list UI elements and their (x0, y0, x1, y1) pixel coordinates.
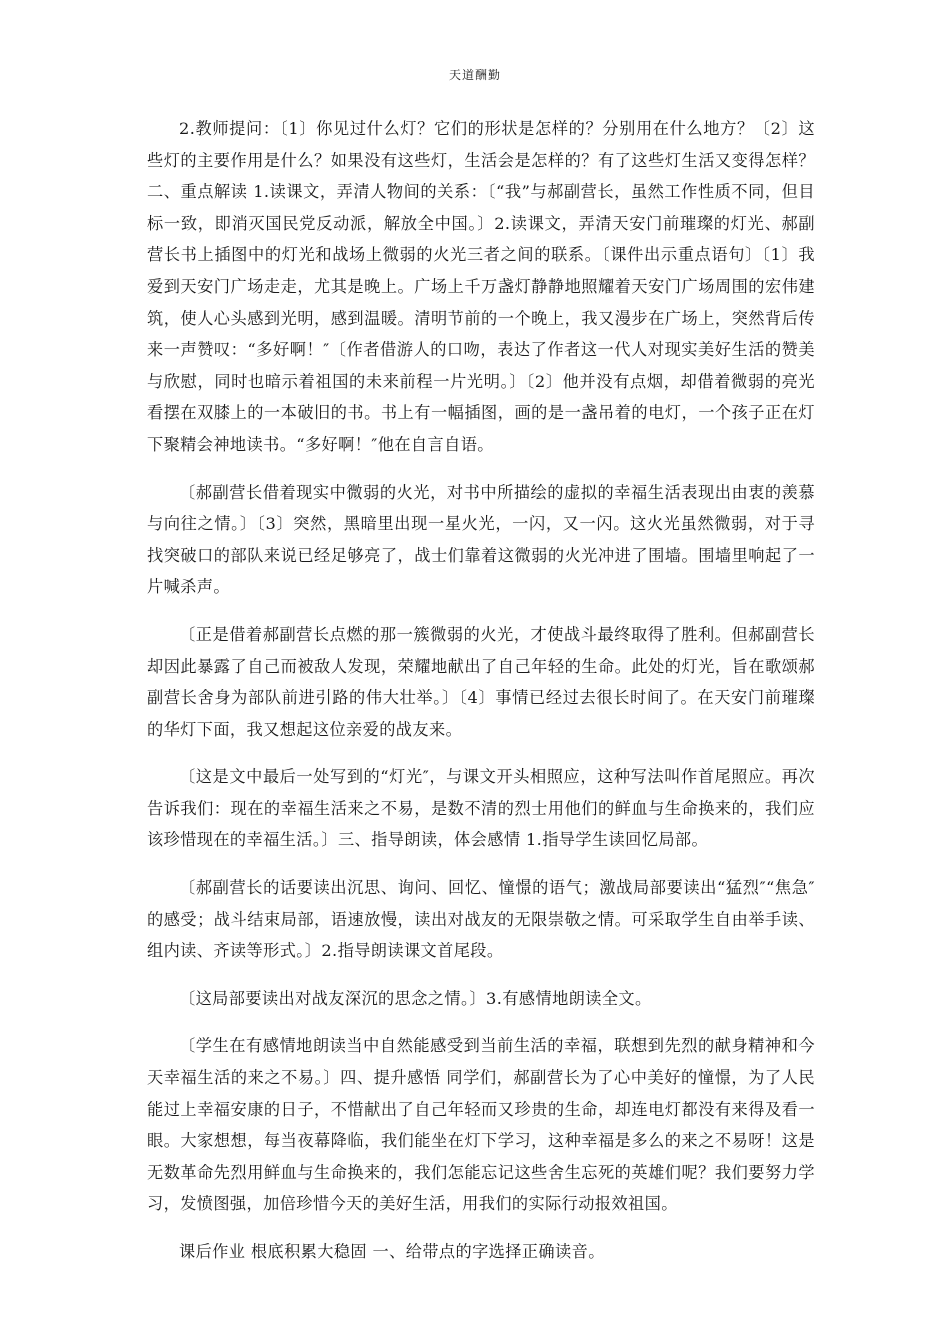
paragraph-echo-ending: 〔这是文中最后一处写到的“灯光″，与课文开头相照应，这种写法叫作首尾照应。再次告诉我们：现在的幸福生活来之不易，是数不清的烈士用他们的鲜血与生命换来的，我们应该珍惜现在的幸福生活。〕三、指导朗读，体会感情 1.指导学生读回忆局部。 (147, 767, 815, 850)
paragraph-homework: 课后作业 根底积累大稳固 一、给带点的字选择正确读音。 (179, 1242, 605, 1261)
paragraph-reading-guidance: 〔郝副营长的话要读出沉思、询问、回忆、憧憬的语气；激战局部要读出“猛烈″“焦急″的感受；战斗结束局部，语速放慢，读出对战友的无限崇敬之情。可采取学生自由举手读、组内读、齐读等形式。〕2.指导朗读课文首尾段。 (147, 878, 815, 961)
document-body (147, 113, 815, 1268)
paragraph-firelight-envy: 〔郝副营长借着现实中微弱的火光，对书中所描绘的虚拟的幸福生活表现出由衷的羡慕与向往之情。〕〔3〕突然，黑暗里出现一星火光，一闪，又一闪。这火光虽然微弱，对于寻找突破口的部队来说已经足够亮了，战士们靠着这微弱的火光冲进了围墙。围墙里响起了一片喊杀声。 (147, 482, 815, 597)
paragraph-battle-victory: 〔正是借着郝副营长点燃的那一簇微弱的火光，才使战斗最终取得了胜利。但郝副营长却因此暴露了自己而被敌人发现，荣耀地献出了自己年轻的生命。此处的灯光，旨在歌颂郝副营长舍身为部队前进引路的伟大壮举。〕〔4〕事情已经过去很长时间了。在天安门前璀璨的华灯下面，我又想起这位亲爱的战友来。 (147, 624, 815, 739)
paragraph-reflection: 〔学生在有感情地朗读当中自然能感受到当前生活的幸福，联想到先烈的献身精神和今天幸福生活的来之不易。〕四、提升感悟 同学们，郝副营长为了心中美好的憧憬，为了人民能过上幸福安康的日子，不惜献出了自己年轻而又珍贵的生命，却连电灯都没有来得及看一眼。大家想想，每当夜幕降临，我们能坐在灯下学习，这种幸福是多么的来之不易呀！这是无数革命先烈用鲜血与生命换来的，我们怎能忘记这些舍生忘死的英雄们呢？我们要努力学习，发愤图强，加倍珍惜今天的美好生活，用我们的实际行动报效祖国。 (147, 1036, 815, 1214)
paragraph-teacher-questions: 2.教师提问：〔1〕你见过什么灯？它们的形状是怎样的？分别用在什么地方？〔2〕这些灯的主要作用是什么？如果没有这些灯，生活会是怎样的？有了这些灯生活又变得怎样？ 二、重点解读 1.读课文，弄清人物间的关系：〔“我”与郝副营长，虽然工作性质不同，但目标一致，即消灭国民党反动派，解放全中国。〕2.读课文，弄清天安门前璀璨的灯光、郝副营长书上插图中的灯光和战场上微弱的火光三者之间的联系。〔课件出示重点语句〕〔1〕我爱到天安门广场走走，尤其是晚上。广场上千万盏灯静静地照耀着天安门广场周围的宏伟建筑，使人心头感到光明，感到温暖。清明节前的一个晚上，我又漫步在广场上，突然背后传来一声赞叹：“多好啊！″〔作者借游人的口吻，表达了作者这一代人对现实美好生活的赞美与欣慰，同时也暗示着祖国的未来前程一片光明。〕〔2〕他并没有点烟，却借着微弱的亮光看摆在双膝上的一本破旧的书。书上有一幅插图，画的是一盏吊着的电灯，一个孩子正在灯下聚精会神地读书。“多好啊！″他在自言自语。 (147, 119, 815, 454)
paragraph-reading-full-text: 〔这局部要读出对战友深沉的思念之情。〕3.有感情地朗读全文。 (179, 988, 652, 1008)
page-header-title: 天道酬勤 (448, 68, 501, 82)
